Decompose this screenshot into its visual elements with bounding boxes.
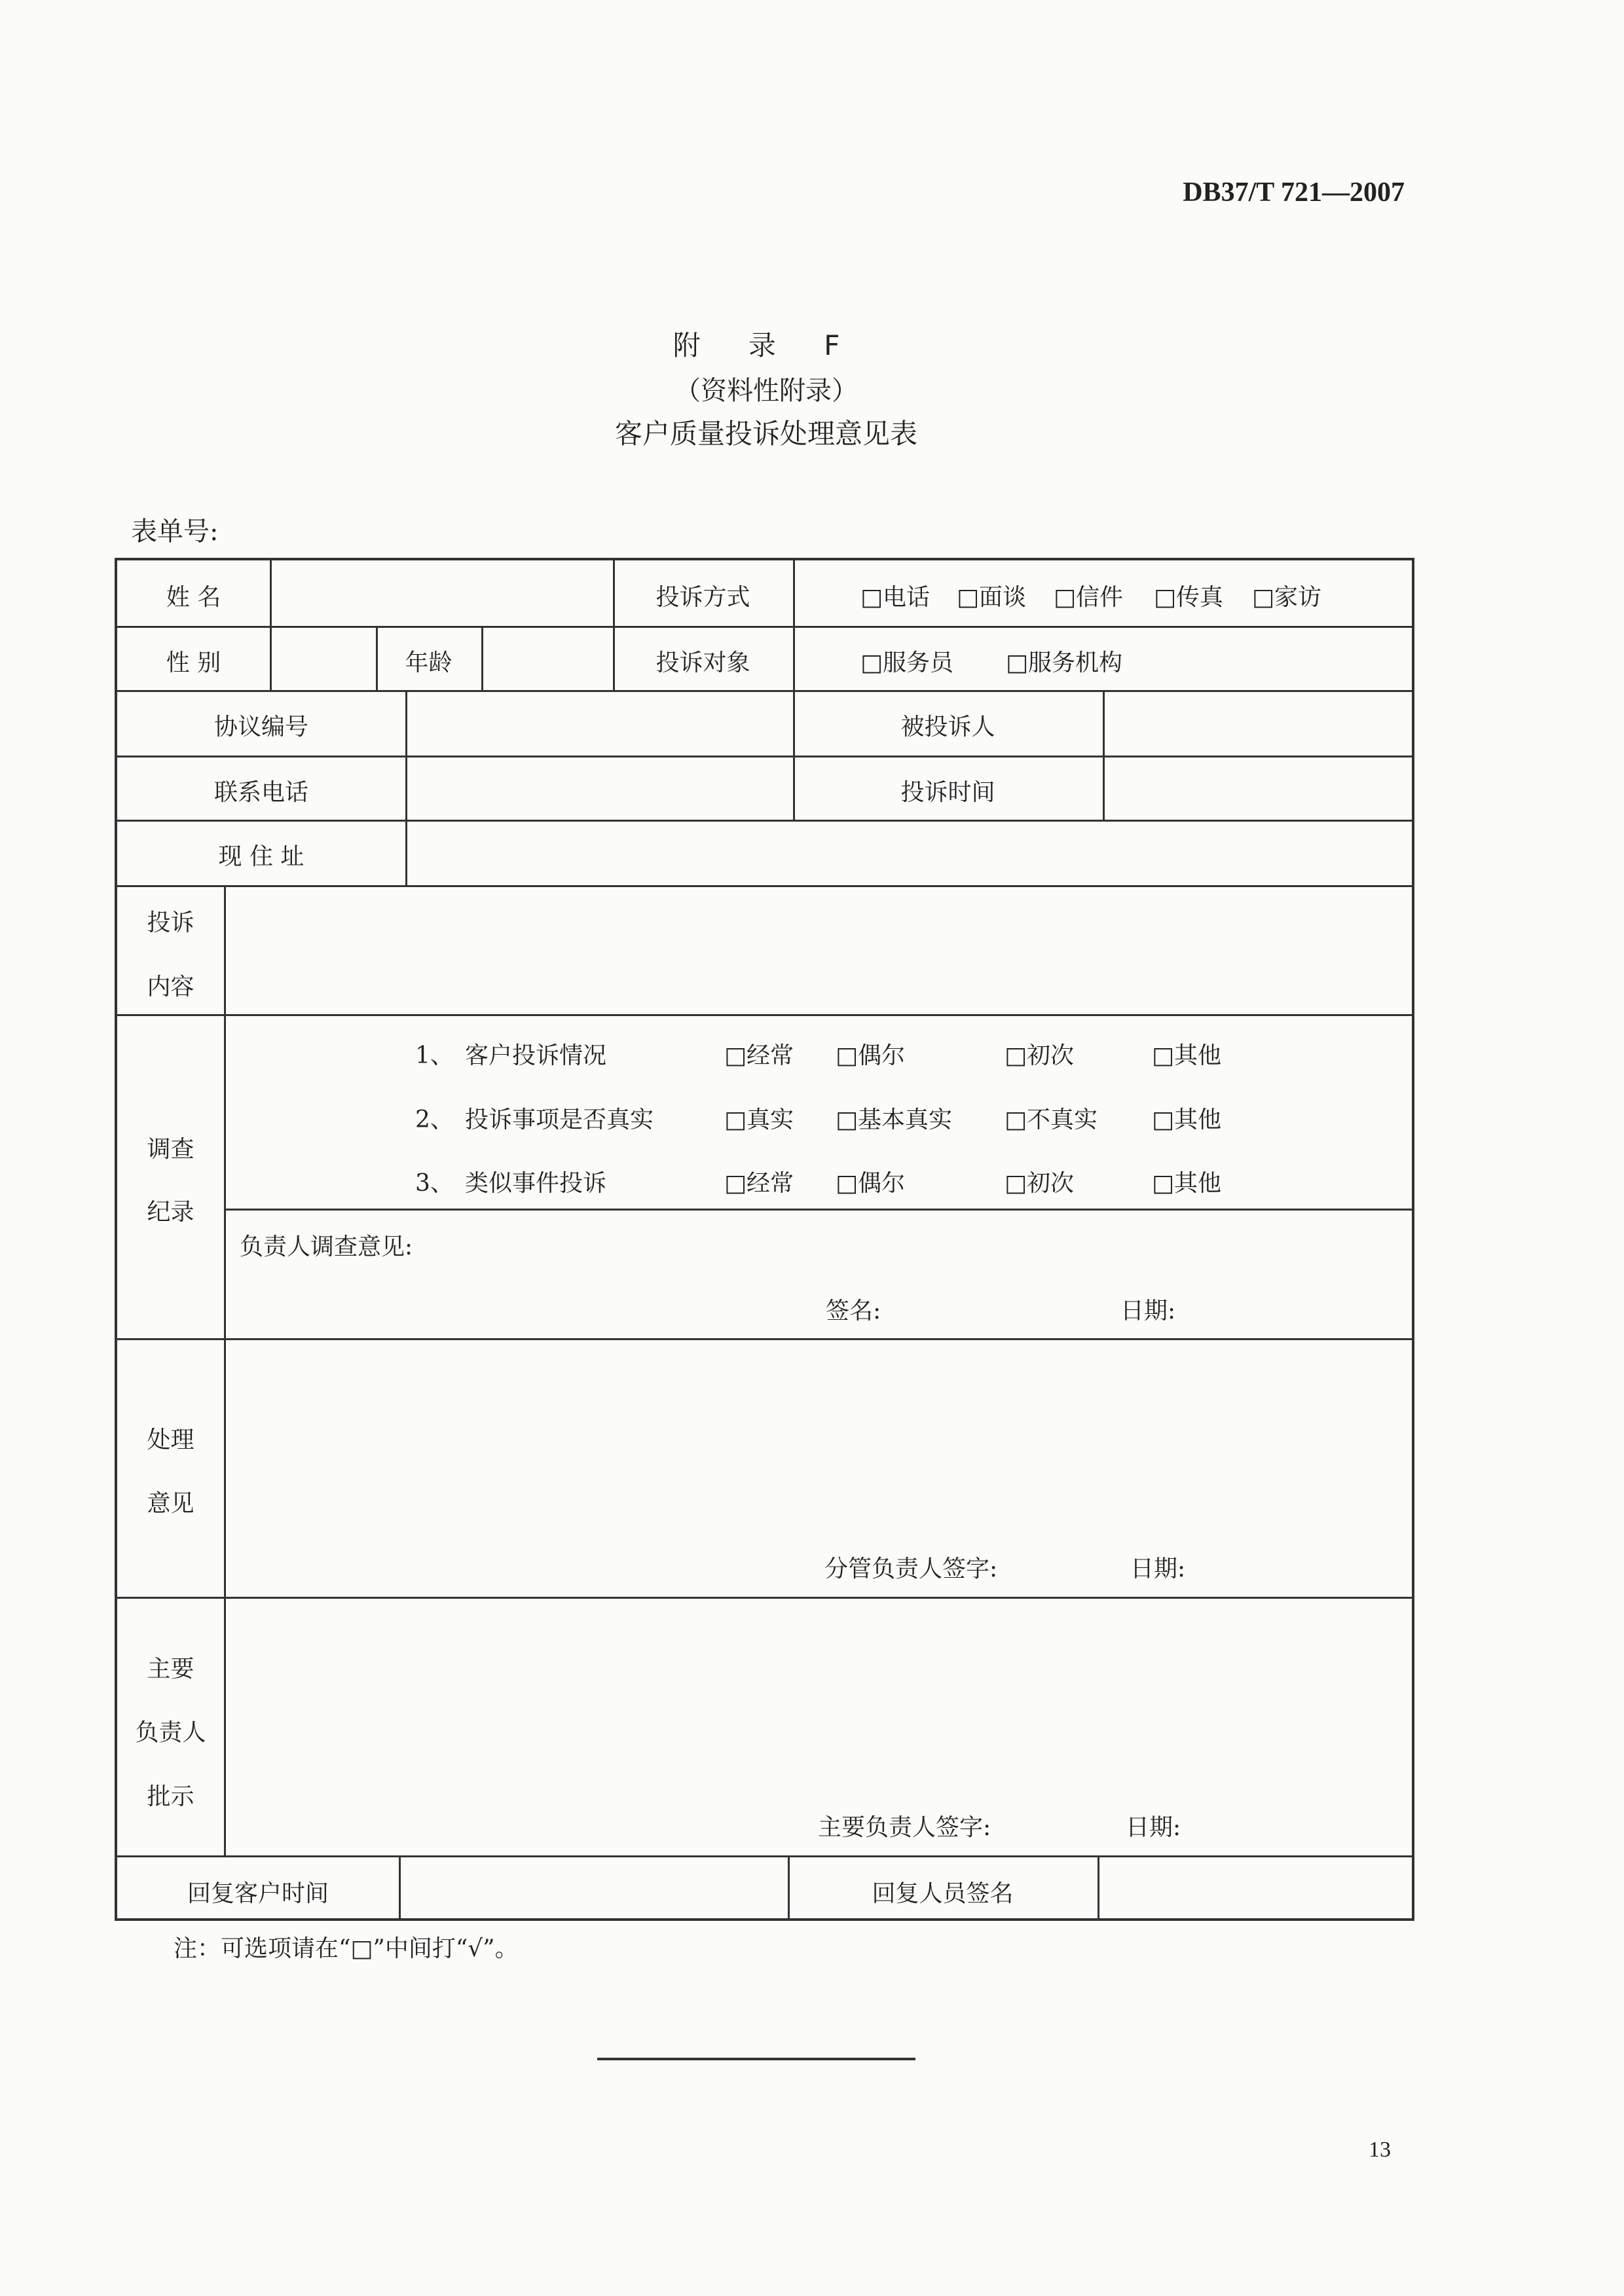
head-instruction-field[interactable] bbox=[229, 1602, 1411, 1772]
survey-option[interactable]: □经常 bbox=[724, 1042, 794, 1069]
handling-opinion-label-1: 处理 bbox=[147, 1427, 194, 1453]
standard-number: DB37/T 721—2007 bbox=[1183, 177, 1405, 208]
reply-time-field[interactable] bbox=[403, 1861, 785, 1916]
head-signature-label: 主要负责人签字: bbox=[818, 1814, 991, 1841]
reply-staff-field[interactable] bbox=[1101, 1861, 1411, 1916]
date-label: 日期: bbox=[1126, 1814, 1181, 1841]
method-option-in-person[interactable]: □面谈 bbox=[957, 584, 1027, 611]
date-label: 日期: bbox=[1130, 1556, 1186, 1582]
signature-label: 签名: bbox=[826, 1298, 881, 1324]
reply-time-label: 回复客户时间 bbox=[187, 1880, 329, 1907]
complaint-time-label: 投诉时间 bbox=[900, 779, 995, 806]
complaint-time-field[interactable] bbox=[1107, 761, 1412, 813]
survey-option[interactable]: □真实 bbox=[724, 1106, 794, 1133]
date-label: 日期: bbox=[1120, 1298, 1176, 1324]
method-option-phone[interactable]: □电话 bbox=[860, 584, 931, 611]
appendix-heading: 附 录 F bbox=[673, 329, 860, 361]
form-note: 注：可选项请在“□”中间打“√”。 bbox=[174, 1935, 519, 1962]
survey-option[interactable]: □其他 bbox=[1152, 1106, 1222, 1133]
survey-option[interactable]: □偶尔 bbox=[836, 1170, 906, 1197]
form-number-label: 表单号: bbox=[131, 517, 219, 547]
survey-index: 1、 bbox=[415, 1042, 454, 1069]
survey-index: 3、 bbox=[415, 1170, 454, 1197]
survey-option[interactable]: □其他 bbox=[1152, 1170, 1222, 1197]
head-instruction-label-3: 批示 bbox=[147, 1783, 194, 1810]
survey-option[interactable]: □经常 bbox=[724, 1170, 794, 1197]
method-option-fax[interactable]: □传真 bbox=[1154, 584, 1224, 611]
contact-phone-field[interactable] bbox=[409, 761, 789, 813]
address-label: 现 住 址 bbox=[218, 843, 304, 870]
gender-field[interactable] bbox=[274, 631, 373, 683]
complaint-content-field[interactable] bbox=[229, 890, 1411, 1008]
investigator-opinion-label: 负责人调查意见: bbox=[240, 1233, 413, 1260]
appendix-type: （资料性附录） bbox=[674, 376, 858, 406]
form-title: 客户质量投诉处理意见表 bbox=[614, 418, 917, 450]
complaint-content-label-2: 内容 bbox=[147, 974, 194, 1000]
complaint-method-label: 投诉方式 bbox=[655, 584, 750, 611]
reply-staff-label: 回复人员签名 bbox=[872, 1880, 1014, 1907]
head-instruction-label-2: 负责人 bbox=[135, 1719, 206, 1746]
age-label: 年龄 bbox=[405, 649, 452, 676]
method-option-letter[interactable]: □信件 bbox=[1054, 584, 1124, 611]
respondent-label: 被投诉人 bbox=[900, 714, 995, 740]
name-label: 姓 名 bbox=[166, 584, 221, 611]
survey-question: 类似事件投诉 bbox=[465, 1170, 607, 1197]
handling-opinion-label-2: 意见 bbox=[147, 1490, 194, 1517]
handling-opinion-field[interactable] bbox=[229, 1343, 1411, 1514]
survey-index: 2、 bbox=[415, 1106, 454, 1133]
gender-label: 性 别 bbox=[166, 649, 221, 676]
contact-phone-label: 联系电话 bbox=[213, 779, 308, 806]
complaint-content-label-1: 投诉 bbox=[147, 909, 194, 936]
method-option-home-visit[interactable]: □家访 bbox=[1252, 584, 1322, 611]
respondent-field[interactable] bbox=[1107, 695, 1412, 748]
complaint-form-table bbox=[115, 558, 1414, 1921]
survey-option[interactable]: □基本真实 bbox=[836, 1106, 953, 1133]
investigation-label-2: 纪录 bbox=[147, 1199, 194, 1226]
survey-question: 投诉事项是否真实 bbox=[465, 1106, 654, 1133]
end-rule bbox=[597, 2058, 915, 2060]
survey-option[interactable]: □初次 bbox=[1005, 1042, 1075, 1069]
address-field[interactable] bbox=[409, 825, 1411, 877]
agreement-number-label: 协议编号 bbox=[213, 714, 308, 740]
survey-option[interactable]: □其他 bbox=[1152, 1042, 1222, 1069]
target-option-agency[interactable]: □服务机构 bbox=[1006, 649, 1123, 676]
survey-question: 客户投诉情况 bbox=[465, 1042, 607, 1069]
deputy-signature-label: 分管负责人签字: bbox=[824, 1556, 998, 1582]
head-instruction-label-1: 主要 bbox=[147, 1656, 194, 1683]
survey-option[interactable]: □不真实 bbox=[1005, 1106, 1098, 1133]
survey-option[interactable]: □初次 bbox=[1005, 1170, 1075, 1197]
name-field[interactable] bbox=[274, 567, 612, 619]
target-option-staff[interactable]: □服务员 bbox=[860, 649, 954, 676]
page-number: 13 bbox=[1369, 2138, 1391, 2162]
complaint-target-label: 投诉对象 bbox=[655, 649, 750, 676]
survey-option[interactable]: □偶尔 bbox=[836, 1042, 906, 1069]
agreement-number-field[interactable] bbox=[409, 695, 789, 748]
investigation-label-1: 调查 bbox=[147, 1136, 194, 1163]
age-field[interactable] bbox=[485, 631, 610, 683]
